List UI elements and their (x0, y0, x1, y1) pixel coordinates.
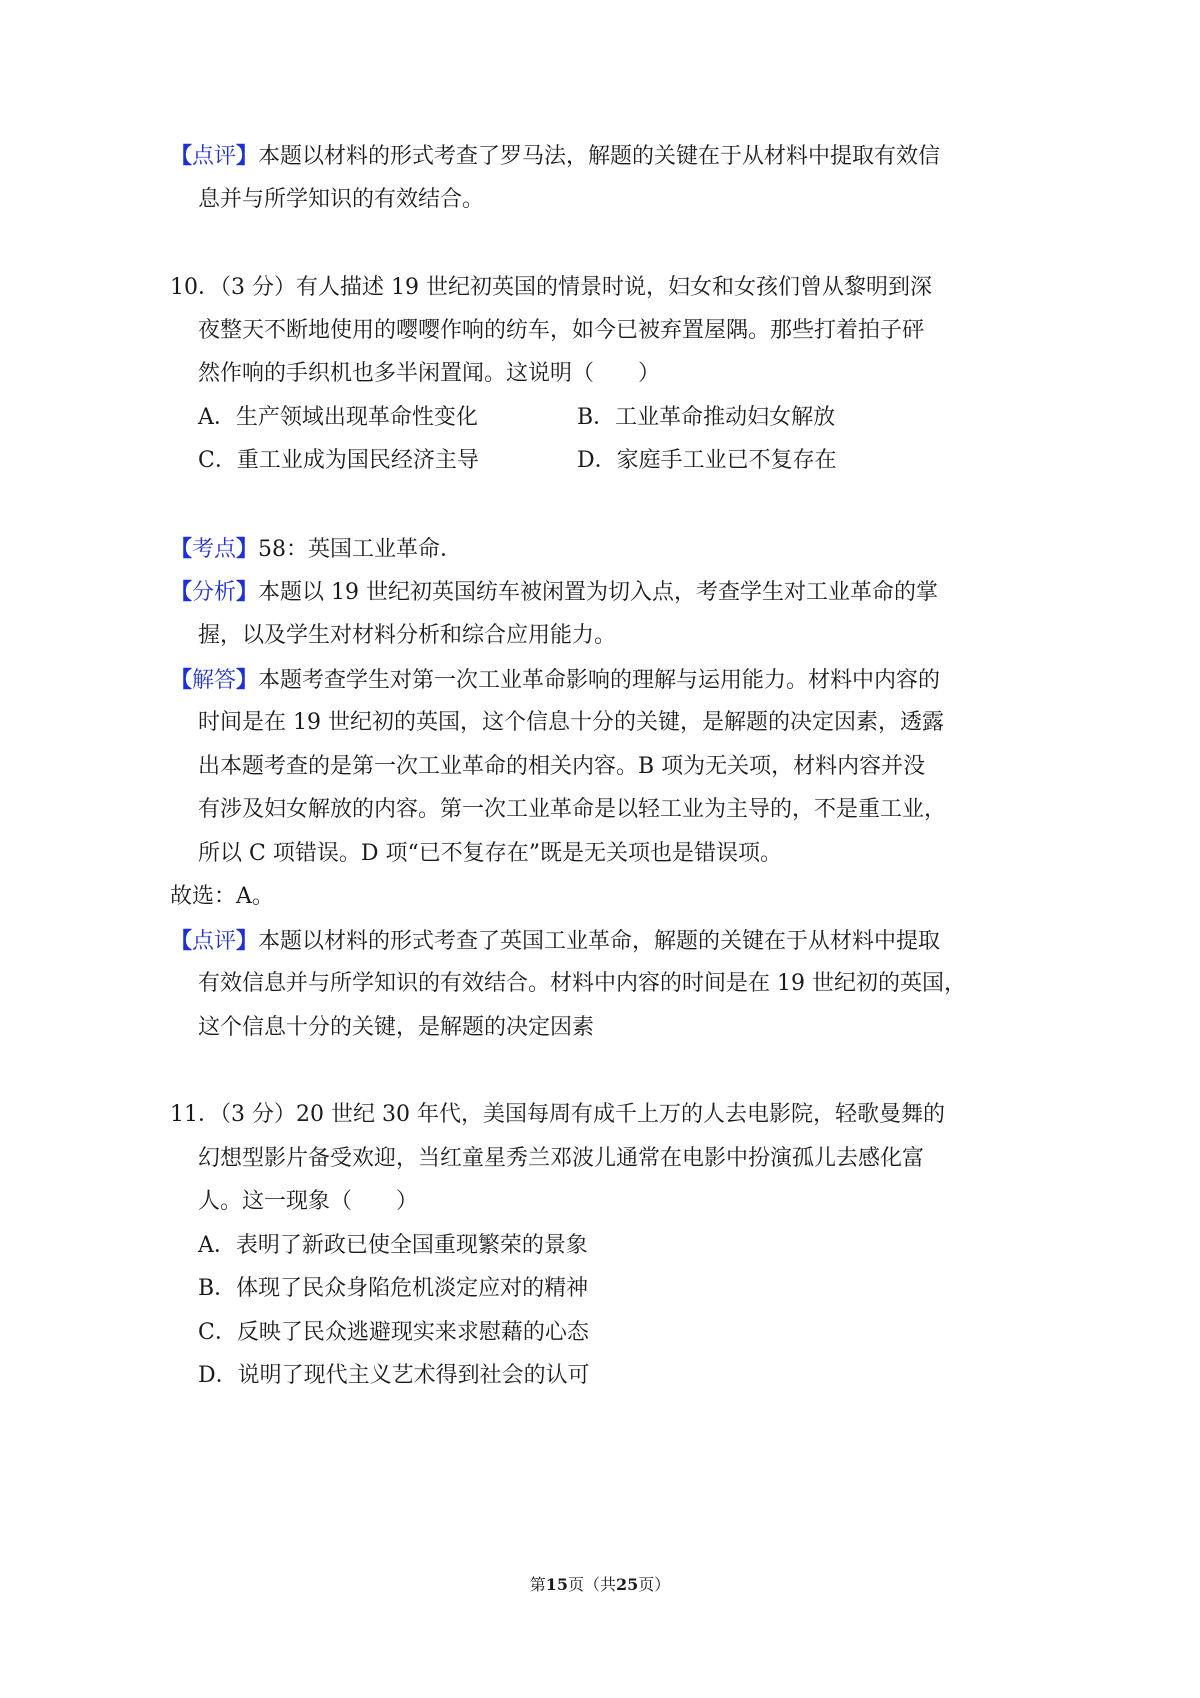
question-10-option-d: D．家庭手工业已不复存在 (577, 448, 837, 473)
fenxi-line-1: 【分析】本题以 19 世纪初英国纺车被闲置为切入点，考查学生对工业革命的掌 (170, 579, 939, 605)
kaodian-line: 【考点】58：英国工业革命． (170, 536, 463, 562)
question-11-stem-line-2: 幻想型影片备受欢迎，当红童星秀兰邓波儿通常在电影中扮演孤儿去感化富 (198, 1146, 925, 1171)
question-10-stem-line-1: 10．（3 分）有人描述 19 世纪初英国的情景时说，妇女和女孩们曾从黎明到深 (170, 275, 932, 300)
jieda-line-4: 有涉及妇女解放的内容。第一次工业革命是以轻工业为主导的，不是重工业， (198, 797, 947, 822)
dianping-paragraph-1-cont: 息并与所学知识的有效结合。 (198, 187, 485, 212)
fenxi-line-2: 握，以及学生对材料分析和综合应用能力。 (198, 623, 617, 648)
kaodian-tag: 【考点】 (170, 536, 259, 562)
page-footer: 第15页（共25页） (529, 1575, 671, 1594)
question-10-stem-line-2: 夜整天不断地使用的嘤嘤作响的纺车，如今已被弃置屋隅。那些打着拍子砰 (198, 318, 925, 343)
question-11-option-d: D．说明了现代主义艺术得到社会的认可 (198, 1363, 590, 1388)
page-total: 25 (616, 1575, 639, 1594)
dianping-tag: 【点评】 (170, 143, 259, 169)
question-10-stem-line-3: 然作响的手织机也多半闲置闻。这说明（ ） (198, 361, 661, 386)
answer-line: 故选：A。 (170, 884, 274, 909)
fenxi-tag: 【分析】 (170, 579, 259, 605)
jieda-line-5: 所以 C 项错误。D 项“已不复存在”既是无关项也是错误项。 (198, 841, 782, 866)
question-11-stem-line-3: 人。这一现象（ ） (198, 1189, 419, 1214)
question-10-option-b: B．工业革命推动妇女解放 (577, 405, 836, 430)
dianping-paragraph-2-line-1: 【点评】本题以材料的形式考查了英国工业革命，解题的关键在于从材料中提取 (170, 928, 941, 954)
dianping-paragraph-2-line-3: 这个信息十分的关键，是解题的决定因素 (198, 1015, 595, 1040)
question-11-option-b: B．体现了民众身陷危机淡定应对的精神 (198, 1276, 589, 1301)
jieda-line-2: 时间是在 19 世纪初的英国，这个信息十分的关键，是解题的决定因素，透露 (198, 710, 944, 735)
dianping-tag: 【点评】 (170, 928, 259, 954)
question-10-option-a: A．生产领域出现革命性变化 (198, 405, 478, 430)
page-number: 15 (545, 1575, 568, 1594)
question-11-stem-line-1: 11．（3 分）20 世纪 30 年代，美国每周有成千上万的人去电影院，轻歌曼舞的 (170, 1102, 945, 1127)
dianping-paragraph-1: 【点评】本题以材料的形式考查了罗马法，解题的关键在于从材料中提取有效信 (170, 143, 941, 169)
question-11-option-c: C．反映了民众逃避现实来求慰藉的心态 (198, 1320, 589, 1345)
jieda-line-3: 出本题考查的是第一次工业革命的相关内容。B 项为无关项，材料内容并没 (198, 754, 926, 779)
dianping-paragraph-2-line-2: 有效信息并与所学知识的有效结合。材料中内容的时间是在 19 世纪初的英国， (198, 971, 966, 996)
jieda-tag: 【解答】 (170, 667, 259, 693)
question-10-option-c: C．重工业成为国民经济主导 (198, 448, 479, 473)
jieda-line-1: 【解答】本题考查学生对第一次工业革命影响的理解与运用能力。材料中内容的 (170, 667, 941, 693)
question-11-option-a: A．表明了新政已使全国重现繁荣的景象 (198, 1233, 588, 1258)
